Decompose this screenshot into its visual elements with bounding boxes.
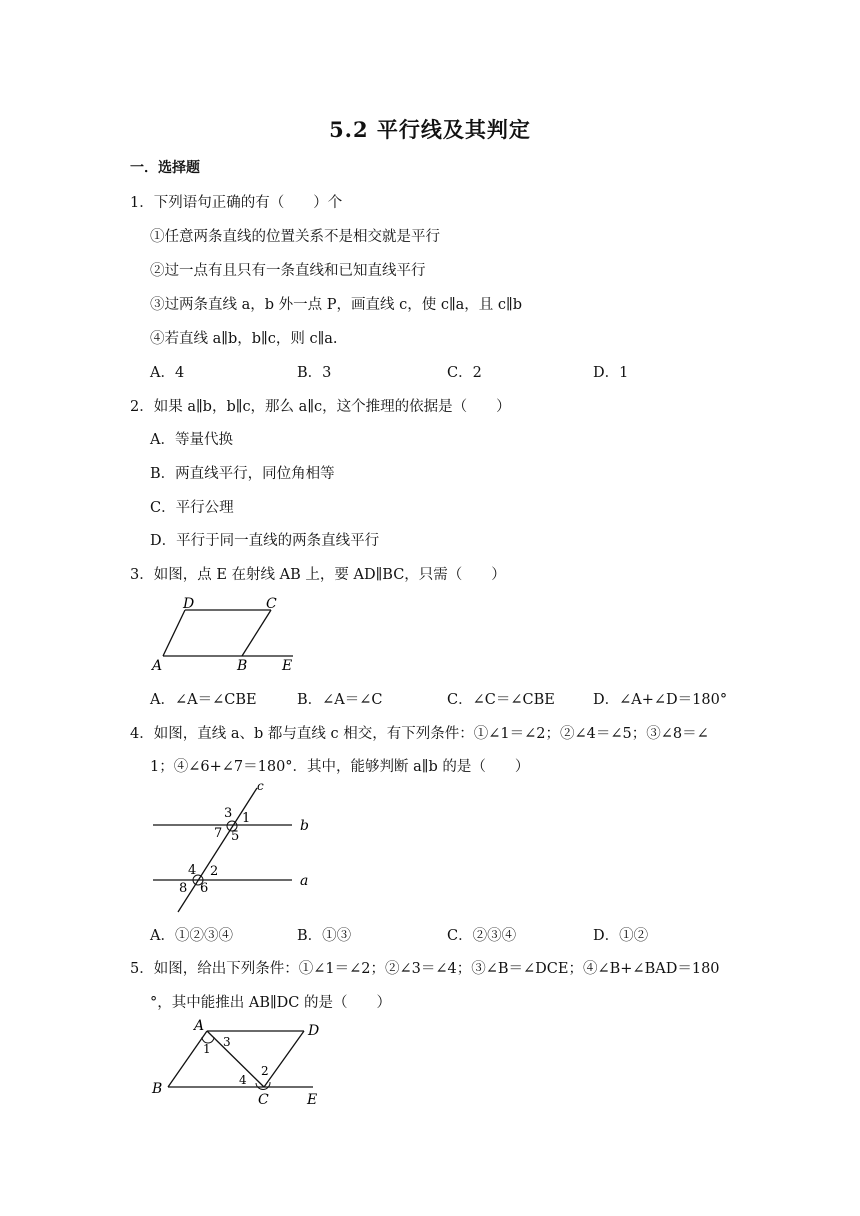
- q4-angle-5: 5: [231, 829, 240, 844]
- q5-stem-line-1: 5．如图，给出下列条件：①∠1＝∠2；②∠3＝∠4；③∠B＝∠DCE；④∠B+∠BAD＝180: [130, 961, 720, 977]
- q4-option-b[interactable]: B．①③: [297, 928, 352, 944]
- q5-label-a: A: [194, 1018, 205, 1034]
- q4-transversal-figure: [150, 778, 325, 916]
- q4-label-b: b: [300, 818, 309, 834]
- q5-label-e: E: [307, 1092, 318, 1108]
- q1-statement-3: ③过两条直线 a，b 外一点 P，画直线 c，使 c∥a，且 c∥b: [150, 297, 523, 313]
- page-title: 5.2 平行线及其判定: [329, 117, 531, 142]
- q4-angle-6: 6: [200, 881, 209, 896]
- q5-stem-line-2: °，其中能推出 AB∥DC 的是（ ）: [150, 995, 392, 1011]
- q4-label-a: a: [300, 873, 309, 889]
- q1-statement-2: ②过一点有且只有一条直线和已知直线平行: [150, 263, 426, 279]
- q3-label-a: A: [152, 658, 163, 674]
- q5-angle-2: 2: [261, 1064, 269, 1078]
- q1-option-c[interactable]: C．2: [447, 365, 482, 381]
- q3-option-c[interactable]: C．∠C＝∠CBE: [447, 692, 555, 708]
- q2-option-d[interactable]: D．平行于同一直线的两条直线平行: [150, 533, 380, 549]
- section-heading: 一．选择题: [130, 160, 200, 176]
- q3-label-d: D: [183, 596, 195, 612]
- q1-option-b[interactable]: B．3: [297, 365, 332, 381]
- q3-option-b[interactable]: B．∠A＝∠C: [297, 692, 383, 708]
- q2-option-c[interactable]: C．平行公理: [150, 500, 234, 516]
- q2-option-b[interactable]: B．两直线平行，同位角相等: [150, 466, 335, 482]
- q1-statement-4: ④若直线 a∥b，b∥c，则 c∥a.: [150, 331, 338, 347]
- q3-label-e: E: [282, 658, 293, 674]
- q5-label-b: B: [152, 1081, 163, 1097]
- q3-option-a[interactable]: A．∠A＝∠CBE: [150, 692, 257, 708]
- q4-angle-2: 2: [210, 864, 219, 879]
- q4-angle-3: 3: [224, 806, 233, 821]
- q3-label-c: C: [266, 596, 277, 612]
- q4-stem-line-2: 1；④∠6+∠7＝180°．其中，能够判断 a∥b 的是（ ）: [150, 759, 530, 775]
- q1-option-a[interactable]: A．4: [150, 365, 185, 381]
- q4-label-c: c: [257, 779, 264, 793]
- q5-parallelogram-figure: [148, 1016, 328, 1108]
- q4-angle-8: 8: [179, 881, 188, 896]
- q4-stem-line-1: 4．如图，直线 a、b 都与直线 c 相交，有下列条件：①∠1＝∠2；②∠4＝∠5；③∠8＝∠: [130, 726, 709, 742]
- q2-stem: 2．如果 a∥b，b∥c，那么 a∥c，这个推理的依据是（ ）: [130, 399, 511, 415]
- q4-angle-4: 4: [188, 863, 197, 878]
- q5-angle-3: 3: [223, 1035, 231, 1049]
- q1-stem: 1．下列语句正确的有（ ）个: [130, 195, 343, 211]
- q5-angle-4: 4: [239, 1073, 247, 1087]
- q4-angle-7: 7: [214, 826, 223, 841]
- q3-label-b: B: [237, 658, 248, 674]
- q1-option-d[interactable]: D．1: [593, 365, 629, 381]
- q5-angle-1: 1: [203, 1042, 211, 1056]
- q3-stem: 3．如图，点 E 在射线 AB 上，要 AD∥BC，只需（ ）: [130, 567, 506, 583]
- q5-label-d: D: [308, 1023, 320, 1039]
- q1-statement-1: ①任意两条直线的位置关系不是相交就是平行: [150, 229, 440, 245]
- q2-option-a[interactable]: A．等量代换: [150, 432, 233, 448]
- q4-option-a[interactable]: A．①②③④: [150, 928, 233, 944]
- q4-option-d[interactable]: D．①②: [593, 928, 649, 944]
- q4-angle-1: 1: [242, 811, 251, 826]
- q4-option-c[interactable]: C．②③④: [447, 928, 517, 944]
- q3-option-d[interactable]: D．∠A+∠D＝180°: [593, 692, 728, 708]
- q5-label-c: C: [258, 1092, 269, 1108]
- q3-parallelogram-figure: [145, 593, 315, 675]
